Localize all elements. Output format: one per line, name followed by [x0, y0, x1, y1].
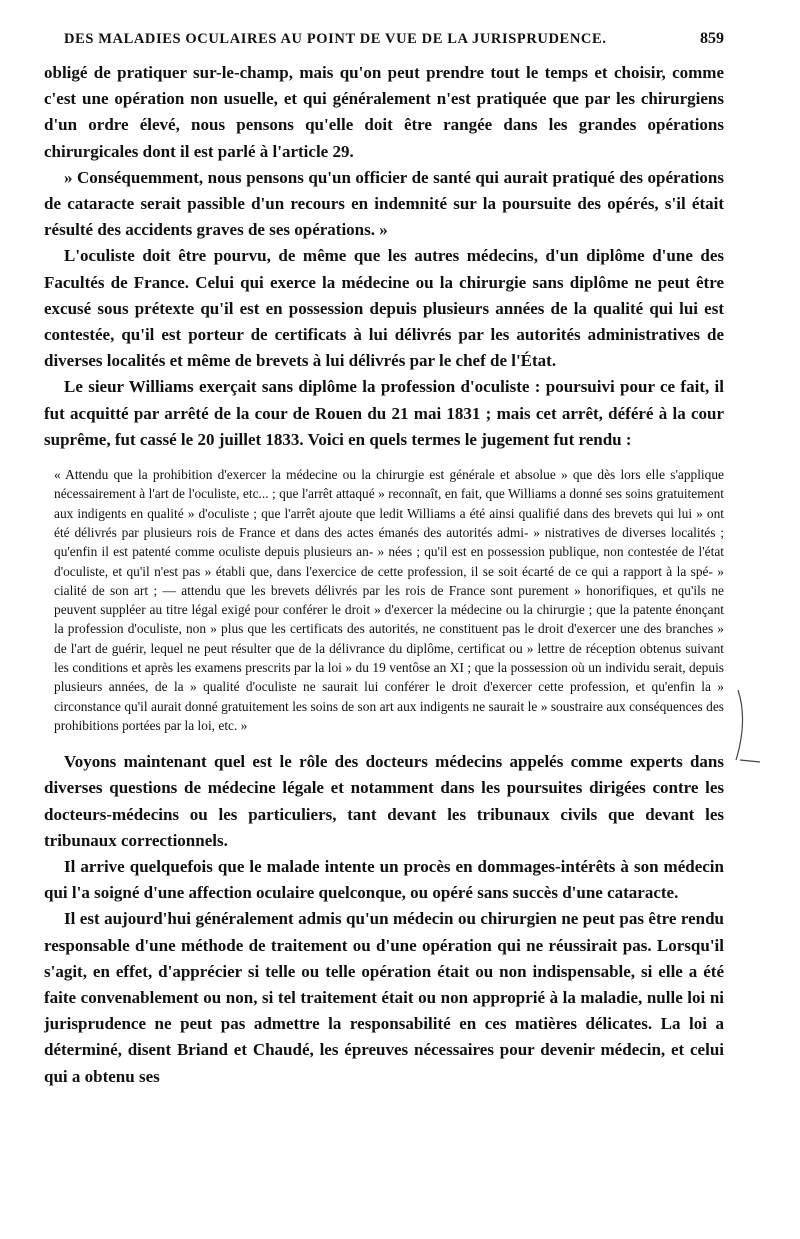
paragraph-4: Le sieur Williams exerçait sans diplôme la profession d'oculiste : poursuivi pour ce fait, il fut acquitté par arrêté de la cour de Rouen du 21 mai 1831 ; mais cet arrêt, déféré à la cour suprême, fut cassé le 20 juillet 1833. Voici en quels termes le jugement fut rendu :	[44, 377, 724, 449]
paragraph-6: Il arrive quelquefois que le malade intente un procès en dommages-intérêts à son médecin qui l'a soigné d'une affection oculaire quelconque, ou opéré sans succès d'une cataracte.	[44, 857, 724, 903]
page-number: 859	[700, 30, 724, 47]
running-title: DES MALADIES OCULAIRES AU POINT DE VUE DE LA JURISPRUDENCE.	[64, 31, 607, 47]
paragraph-3: L'oculiste doit être pourvu, de même que les autres médecins, d'un diplôme d'une des Facultés de France. Celui qui exerce la médecine ou la chirurgie sans diplôme ne peut être excusé sous prétexte qu'il est en possession depuis plusieurs années de la qualité qui lui est contestée, qu'il est porteur de certificats à lui délivrés par les autorités administratives de diverses localités et même de brevets à lui délivrés par le chef de l'État.	[44, 246, 724, 371]
document-page	[44, 30, 724, 1220]
paragraph-5: Voyons maintenant quel est le rôle des docteurs médecins appelés comme experts dans diverses questions de médecine légale et notamment dans les poursuites dirigées contre les docteurs-médecins ou les particuliers, tant devant les tribunaux civils que devant les tribunaux correctionnels.	[44, 752, 724, 850]
court-ruling-quote: « Attendu que la prohibition d'exercer la médecine ou la chirurgie est générale et absolue » que dès lors elle s'applique nécessairement à l'art de l'oculiste, etc... ; que l'arrêt attaqué » reconnaît, en fait, que Williams a donné ses soins gratuitement aux indigents en qualité » d'oculiste ; que l'arrêt ajoute que ledit Williams a été ainsi qualifié dans des brevets qui lui » ont été délivrés par plusieurs rois de France et dans des actes émanés des autorités admi- » nistratives de diverses localités ; qu'enfin il est patenté comme oculiste depuis plusieurs an- » nées ; qu'il est en possession publique, non contestée de l'état d'oculiste, et qu'il n'est pas » établi que, dans l'exercice de cette profession, il se soit écarté de ce qui a rapport à la spé- » cialité de son art ; — attendu que les brevets délivrés par les rois de France sont purement » honorifiques, et qu'ils ne peuvent suppléer au titre légal exigé pour conférer le droit » d'exercer la médecine ou la chirurgie ; que la patente énonçant la profession d'oculiste, non » plus que les certificats des autorités, ne constituent pas le droit d'exercer une des branches » de l'art de guérir, lequel ne peut résulter que de la délivrance du diplôme, certificat ou » lettre de réception obtenus suivant les conditions et après les examens prescrits par la loi » du 19 ventôse an XI ; que la possession où un individu serait, depuis plusieurs années, de la » qualité d'oculiste ne saurait lui conférer le droit d'exercer cette profession, et qu'enfin la » circonstance qu'il aurait donné gratuitement les soins de son art aux indigents ne saurait le » soustraire aux conséquences des prohibitions portées par la loi, etc. »	[54, 467, 724, 733]
paragraph-1: obligé de pratiquer sur-le-champ, mais qu'on peut prendre tout le temps et choisir, comme c'est une opération non usuelle, et qui généralement n'est pratiquée que par les chirurgiens d'un ordre élevé, nous pensons qu'elle doit être rangée dans les grandes opérations chirurgicales dont il est parlé à l'article 29.	[44, 63, 724, 161]
margin-pencil-mark	[730, 690, 770, 770]
running-head	[44, 30, 724, 48]
paragraph-2: » Conséquemment, nous pensons qu'un officier de santé qui aurait pratiqué des opérations de cataracte serait passible d'un recours en indemnité sur la poursuite des opérés, s'il était résulté des accidents graves de ses opérations. »	[44, 167, 724, 240]
paragraph-7: Il est aujourd'hui généralement admis qu'un médecin ou chirurgien ne peut pas être rendu responsable d'une méthode de traitement ou d'une opération qui ne réussirait pas. Lorsqu'il s'agit, en effet, d'apprécier si telle ou telle opération était ou non indispensable, si elle a été faite convenablement ou non, si tel traitement était ou non approprié à la maladie, nulle loi ni jurisprudence ne peut pas admettre la responsabilité en ces matières délicates. La loi a déterminé, disent Briand et Chaudé, les épreuves nécessaires pour devenir médecin, et celui qui a obtenu ses	[44, 909, 724, 1086]
